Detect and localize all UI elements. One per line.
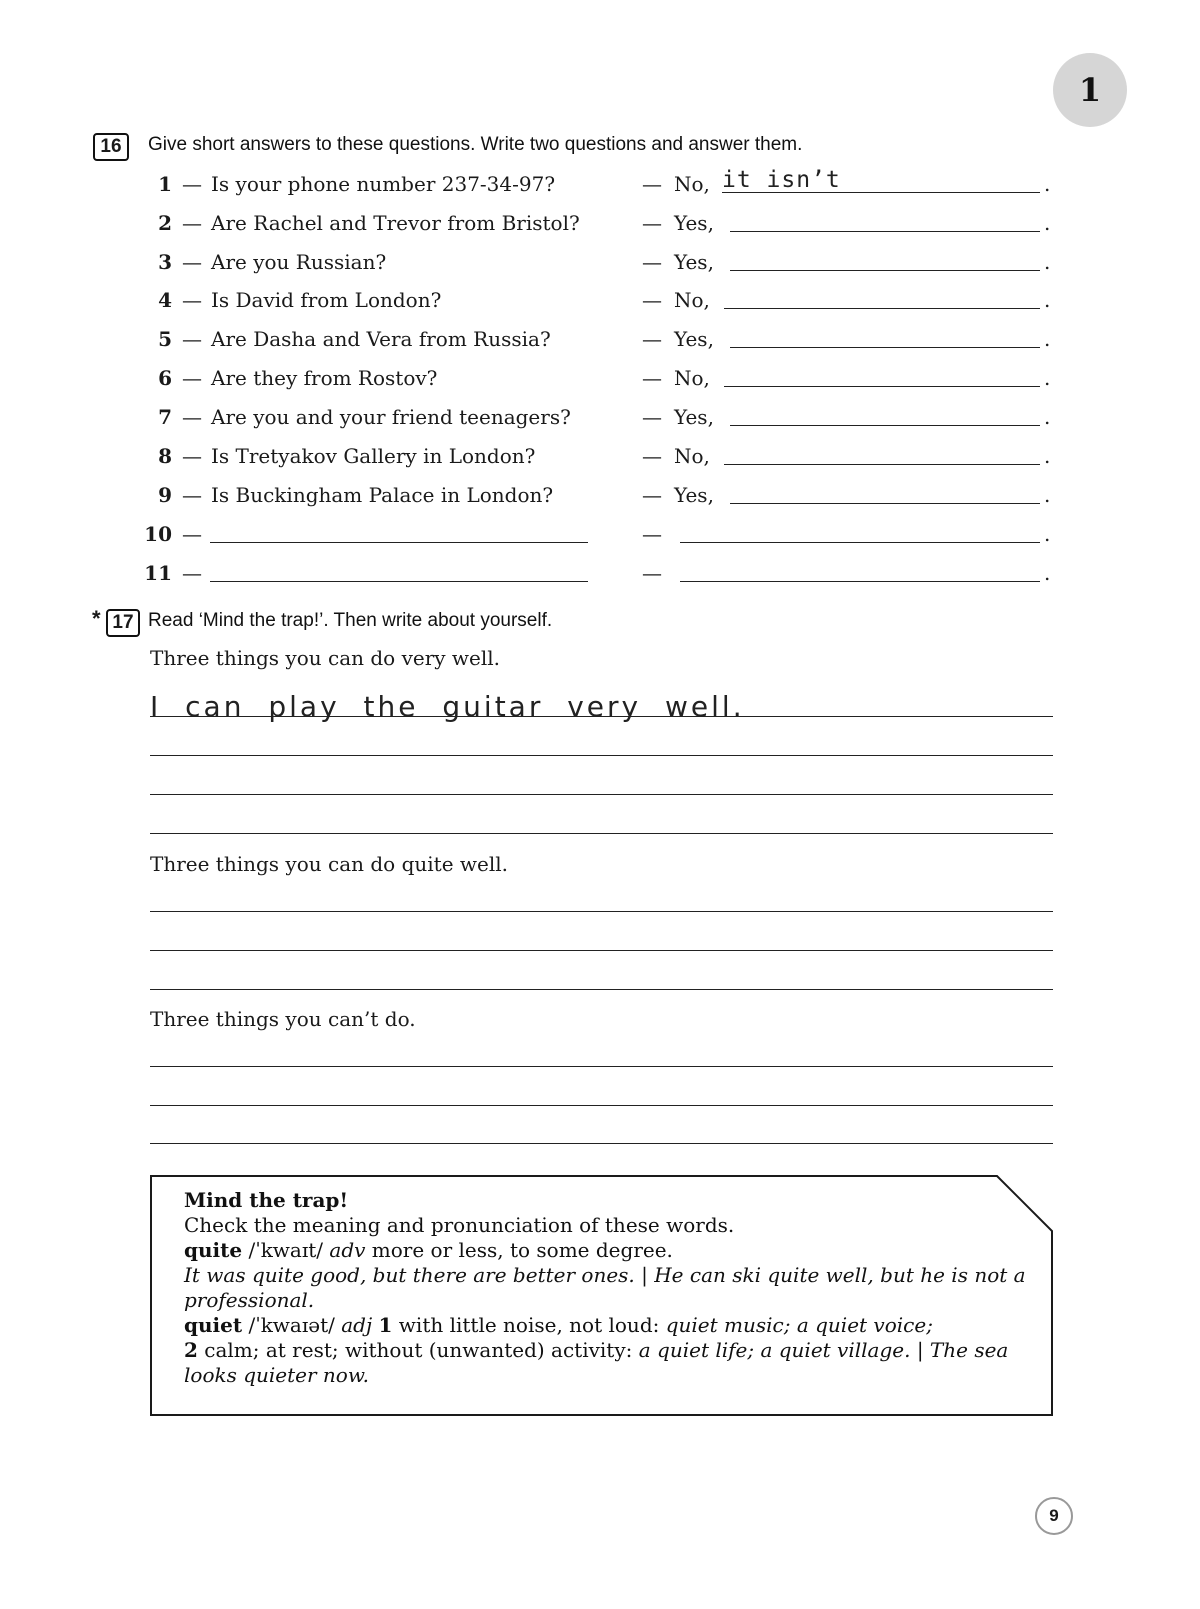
question-row xyxy=(0,561,1200,591)
period: . xyxy=(1044,250,1051,274)
dash: — xyxy=(182,483,202,507)
answer-dash: — xyxy=(642,366,662,390)
question-number: 1 xyxy=(158,172,172,196)
prompt-quite-well: Three things you can do quite well. xyxy=(150,852,508,876)
writing-line[interactable] xyxy=(150,1066,1053,1067)
answer-line[interactable] xyxy=(730,347,1040,348)
answer-start: No, xyxy=(674,444,710,468)
question-row xyxy=(0,167,1200,202)
question-row xyxy=(0,483,1200,513)
question-number: 10 xyxy=(144,522,172,546)
writing-line[interactable] xyxy=(150,1105,1053,1106)
question-row xyxy=(0,211,1200,241)
question-number: 9 xyxy=(158,483,172,507)
question-line[interactable] xyxy=(210,581,588,582)
period: . xyxy=(1044,483,1051,507)
question-row xyxy=(0,405,1200,435)
writing-line[interactable] xyxy=(150,794,1053,795)
examples-quite: It was quite good, but there are better ones. | He can ski quite well, but he is not a professional. xyxy=(184,1263,1026,1312)
sense-number-1: 1 xyxy=(378,1313,393,1337)
question-row xyxy=(0,444,1200,474)
part-of-speech-quiet: adj xyxy=(341,1313,373,1337)
answer-line[interactable] xyxy=(680,542,1040,543)
answer-start: Yes, xyxy=(674,483,714,507)
question-text: Is Buckingham Palace in London? xyxy=(211,483,554,507)
period: . xyxy=(1044,288,1051,312)
pronunciation-quiet: /ˈkwaɪət/ xyxy=(248,1313,335,1337)
prompt-very-well: Three things you can do very well. xyxy=(150,646,501,670)
answer-start: Yes, xyxy=(674,250,714,274)
answer-start: Yes, xyxy=(674,211,714,235)
answer-line[interactable] xyxy=(724,386,1040,387)
question-row xyxy=(0,288,1200,318)
dash: — xyxy=(182,405,202,429)
period: . xyxy=(1044,327,1051,351)
unit-number-badge: 1 xyxy=(1053,53,1127,127)
writing-line[interactable] xyxy=(150,1143,1053,1144)
prompt-cant-do: Three things you can’t do. xyxy=(150,1007,416,1031)
definition-quite: more or less, to some degree. xyxy=(371,1238,673,1262)
examples-quiet-2: a quiet life; a quiet village. | The sea looks quieter now. xyxy=(184,1338,1009,1387)
question-text: Are Rachel and Trevor from Bristol? xyxy=(211,211,580,235)
question-line[interactable] xyxy=(210,542,588,543)
period: . xyxy=(1044,405,1051,429)
question-number: 2 xyxy=(158,211,172,235)
answer-line[interactable] xyxy=(680,581,1040,582)
period: . xyxy=(1044,561,1051,585)
handwritten-answer: it isn’t xyxy=(722,167,841,193)
answer-dash: — xyxy=(642,250,662,274)
question-number: 3 xyxy=(158,250,172,274)
question-row xyxy=(0,522,1200,552)
answer-dash: — xyxy=(642,288,662,312)
period: . xyxy=(1044,522,1051,546)
answer-dash: — xyxy=(642,561,662,585)
answer-line[interactable] xyxy=(730,231,1040,232)
answer-line[interactable] xyxy=(722,192,1040,193)
answer-start: No, xyxy=(674,172,710,196)
answer-line[interactable] xyxy=(724,308,1040,309)
question-text: Are they from Rostov? xyxy=(211,366,438,390)
question-number: 4 xyxy=(158,288,172,312)
entry-word-quite: quite xyxy=(184,1238,243,1262)
dash: — xyxy=(182,561,202,585)
writing-line[interactable] xyxy=(150,716,1053,717)
period: . xyxy=(1044,172,1051,196)
exercise-16-number: 16 xyxy=(93,133,129,161)
dash: — xyxy=(182,327,202,351)
pronunciation-quite: /ˈkwaɪt/ xyxy=(248,1238,324,1262)
dash: — xyxy=(182,211,202,235)
entry-word-quiet: quiet xyxy=(184,1313,243,1337)
dash: — xyxy=(182,522,202,546)
answer-dash: — xyxy=(642,327,662,351)
writing-line[interactable] xyxy=(150,989,1053,990)
answer-start: No, xyxy=(674,366,710,390)
mind-the-trap-content xyxy=(184,1188,1034,1388)
dash: — xyxy=(182,288,202,312)
answer-start: Yes, xyxy=(674,327,714,351)
writing-line[interactable] xyxy=(150,833,1053,834)
answer-line[interactable] xyxy=(730,425,1040,426)
dash: — xyxy=(182,444,202,468)
answer-dash: — xyxy=(642,211,662,235)
question-number: 11 xyxy=(144,561,172,585)
dash: — xyxy=(182,250,202,274)
handwritten-example-answer: I can play the guitar very well. xyxy=(150,690,745,723)
answer-line[interactable] xyxy=(724,464,1040,465)
answer-line[interactable] xyxy=(730,270,1040,271)
writing-line[interactable] xyxy=(150,755,1053,756)
answer-dash: — xyxy=(642,444,662,468)
question-row xyxy=(0,250,1200,280)
period: . xyxy=(1044,211,1051,235)
question-row xyxy=(0,366,1200,396)
question-text: Are you and your friend teenagers? xyxy=(211,405,571,429)
trap-title: Mind the trap! xyxy=(184,1188,349,1212)
question-number: 7 xyxy=(158,405,172,429)
period: . xyxy=(1044,366,1051,390)
definition-quiet-1: with little noise, not loud: xyxy=(398,1313,660,1337)
writing-line[interactable] xyxy=(150,950,1053,951)
examples-quiet-1: quiet music; a quiet voice; xyxy=(665,1313,933,1337)
question-text: Are you Russian? xyxy=(211,250,387,274)
page-number: 9 xyxy=(1035,1497,1073,1535)
answer-start: No, xyxy=(674,288,710,312)
sense-number-2: 2 xyxy=(184,1338,198,1362)
question-text: Is David from London? xyxy=(211,288,442,312)
answer-dash: — xyxy=(642,522,662,546)
dash: — xyxy=(182,366,202,390)
question-number: 5 xyxy=(158,327,172,351)
period: . xyxy=(1044,444,1051,468)
question-number: 8 xyxy=(158,444,172,468)
answer-dash: — xyxy=(642,405,662,429)
question-number: 6 xyxy=(158,366,172,390)
exercise-17-number: 17 xyxy=(106,609,140,637)
trap-intro: Check the meaning and pronunciation of these words. xyxy=(184,1213,735,1237)
answer-dash: — xyxy=(642,483,662,507)
exercise-17-instruction: Read ‘Mind the trap!’. Then write about yourself. xyxy=(148,610,553,631)
answer-dash: — xyxy=(642,172,662,196)
answer-line[interactable] xyxy=(730,503,1040,504)
dash: — xyxy=(182,172,202,196)
question-text: Is your phone number 237-34-97? xyxy=(211,172,556,196)
exercise-16-instruction: Give short answers to these questions. Write two questions and answer them. xyxy=(148,134,803,155)
definition-quiet-2: calm; at rest; without (unwanted) activity: xyxy=(204,1338,633,1362)
optional-star: * xyxy=(92,606,101,631)
part-of-speech-quite: adv xyxy=(329,1238,366,1262)
writing-line[interactable] xyxy=(150,911,1053,912)
question-row xyxy=(0,327,1200,357)
question-text: Is Tretyakov Gallery in London? xyxy=(211,444,536,468)
answer-start: Yes, xyxy=(674,405,714,429)
question-text: Are Dasha and Vera from Russia? xyxy=(211,327,551,351)
